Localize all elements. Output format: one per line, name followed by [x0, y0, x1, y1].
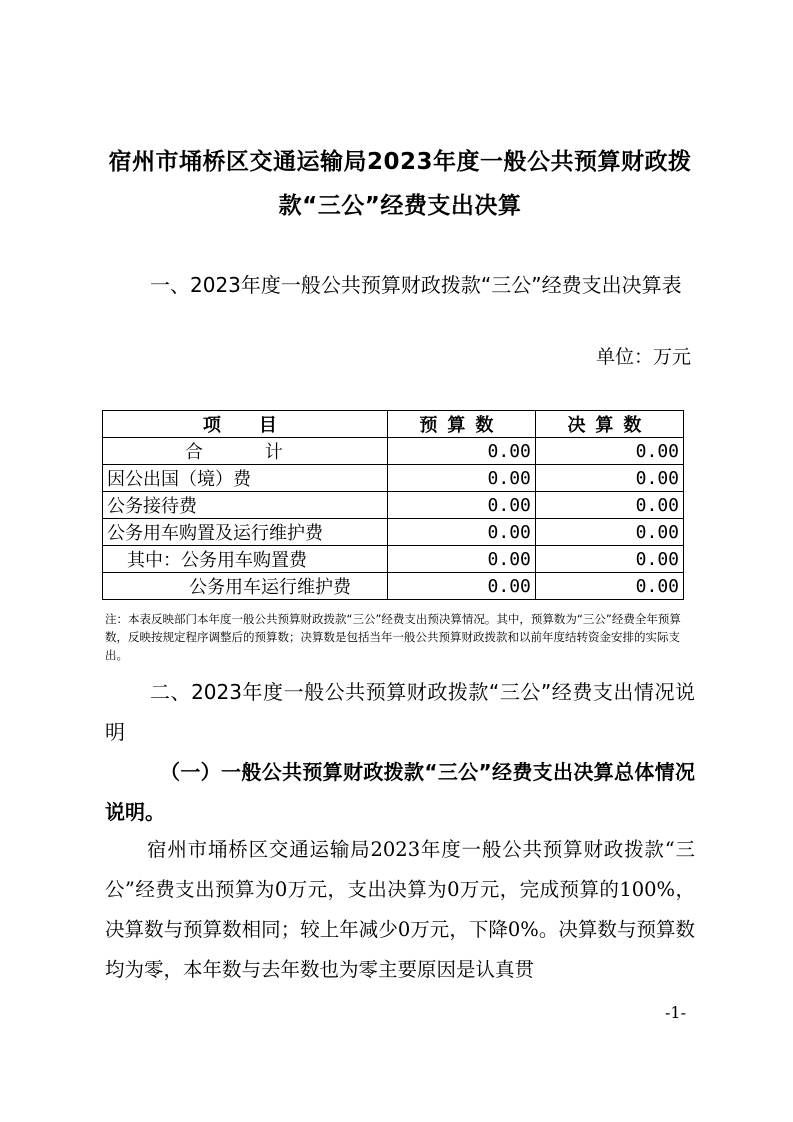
row-final: 0.00	[535, 573, 683, 600]
table-row	[103, 492, 684, 519]
table-row	[103, 573, 684, 600]
table-row-total	[103, 438, 684, 465]
row-name: 其中：公务用车购置费	[103, 546, 388, 573]
row-final: 0.00	[535, 438, 683, 465]
row-budget: 0.00	[387, 465, 535, 492]
row-budget: 0.00	[387, 573, 535, 600]
table-note: 注：本表反映部门本年度一般公共预算财政拨款“三公”经费支出预决算情况。其中，预算数为“三公”经费全年预算数，反映按规定程序调整后的预算数；决算数是包括当年一般公共预算财政拨款和以前年度结转资金安排的实际支出。	[105, 612, 681, 662]
subsection1-heading: （一）一般公共预算财政拨款“三公”经费支出决算总体情况说明。	[105, 760, 695, 824]
unit-label: 单位：万元	[595, 346, 691, 368]
row-budget: 0.00	[387, 519, 535, 546]
section2-heading: 二、2023年度一般公共预算财政拨款“三公”经费支出情况说明	[105, 680, 695, 744]
document-title: 宿州市埇桥区交通运输局2023年度一般公共预算财政拨款“三公”经费支出决算	[108, 149, 692, 219]
row-budget: 0.00	[387, 438, 535, 465]
row-budget: 0.00	[387, 492, 535, 519]
row-final: 0.00	[535, 519, 683, 546]
table-row	[103, 546, 684, 573]
section1-heading: 一、2023年度一般公共预算财政拨款“三公”经费支出决算表	[150, 273, 682, 297]
row-final: 0.00	[535, 465, 683, 492]
row-name: 公务用车运行维护费	[103, 573, 388, 600]
row-name: 合 计	[103, 438, 388, 465]
row-name: 因公出国（境）费	[103, 465, 388, 492]
table-row	[103, 519, 684, 546]
body-paragraph: 宿州市埇桥区交通运输局2023年度一般公共预算财政拨款“三公”经费支出预算为0万元，支出决算为0万元，完成预算的100%，决算数与预算数相同；较上年减少0万元，下降0%。决算数与预算数均为零，本年数与去年数也为零主要原因是认真贯	[105, 838, 695, 981]
row-final: 0.00	[535, 546, 683, 573]
header-budget: 预算数	[387, 411, 535, 438]
table-header-row	[103, 411, 684, 438]
row-budget: 0.00	[387, 546, 535, 573]
row-name: 公务接待费	[103, 492, 388, 519]
page-number: -1-	[665, 1003, 686, 1022]
row-final: 0.00	[535, 492, 683, 519]
row-name: 公务用车购置及运行维护费	[103, 519, 388, 546]
table-row	[103, 465, 684, 492]
expense-table	[102, 410, 684, 600]
header-item: 项 目	[103, 411, 388, 438]
header-final: 决算数	[535, 411, 683, 438]
